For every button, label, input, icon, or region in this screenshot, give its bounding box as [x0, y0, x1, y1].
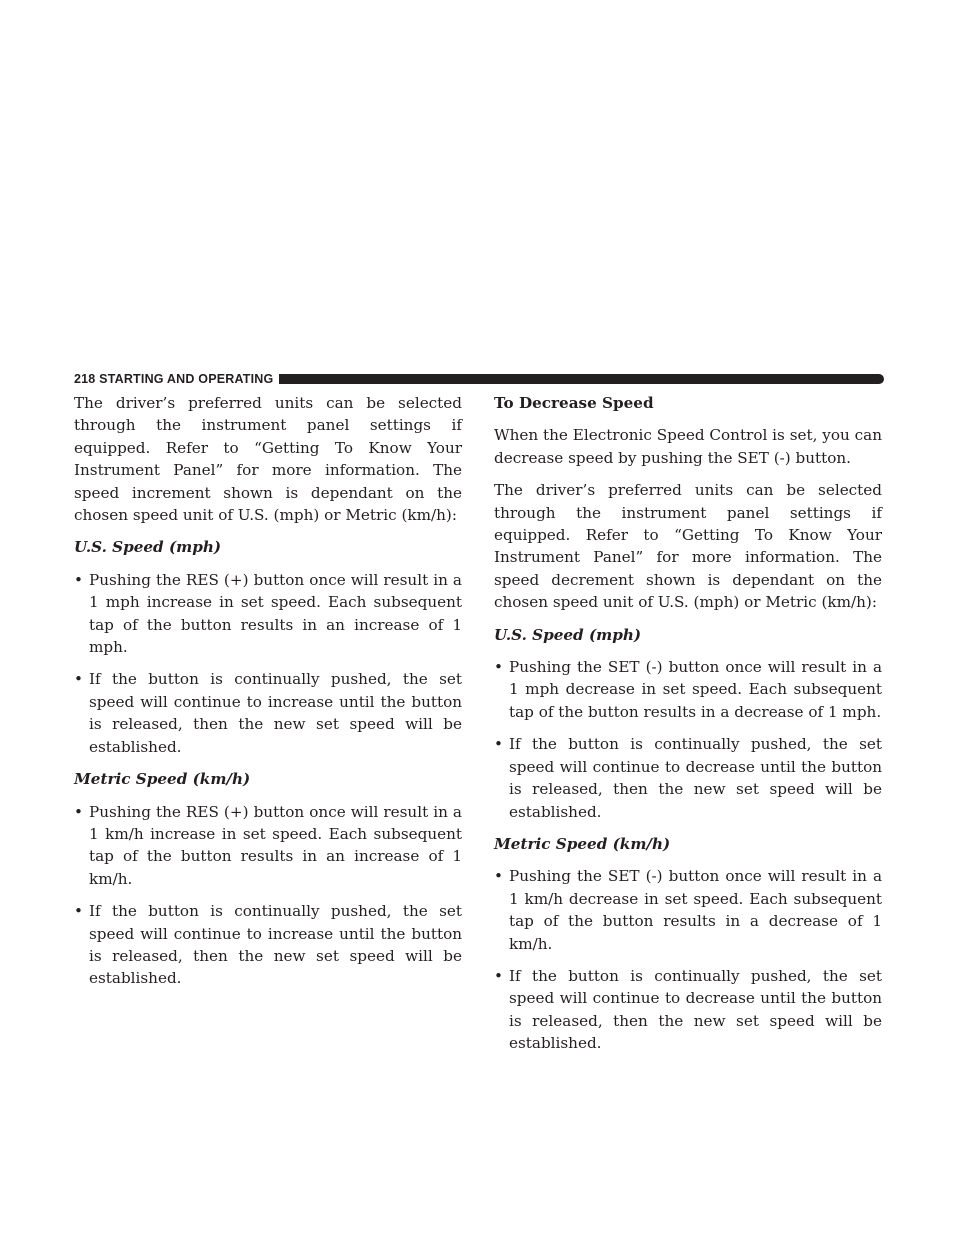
page-number: 218	[74, 372, 96, 386]
list-item: • If the button is continually pushed, the set speed will continue to decrease until the button is released, then the new set speed will be established.	[494, 735, 882, 821]
metric-speed-list	[74, 801, 462, 990]
metric-speed-heading: Metric Speed (km/h)	[74, 770, 251, 789]
bullet-icon: •	[494, 867, 503, 886]
list-item: • If the button is continually pushed, the set speed will continue to increase until the button is released, then the new set speed will be established.	[74, 902, 462, 988]
list-item: • If the button is continually pushed, the set speed will continue to increase until the button is released, then the new set speed will be established.	[74, 670, 462, 756]
page-header-text	[74, 372, 273, 386]
bullet-icon: •	[74, 902, 83, 921]
bullet-icon: •	[74, 570, 83, 589]
list-item: • Pushing the SET (-) button once will result in a 1 km/h decrease in set speed. Each subsequent tap of the button results in a decrease of 1 km/h.	[494, 867, 882, 953]
bullet-icon: •	[494, 658, 503, 677]
us-speed-heading: U.S. Speed (mph)	[74, 538, 222, 557]
decrease-units-paragraph: The driver’s preferred units can be selected through the instrument panel settings if equipped. Refer to “Getting To Know Your Instrument Panel” for more information. The speed decrement shown is dependant on the chosen speed unit of U.S. (mph) or Metric (km/h):	[494, 481, 882, 612]
bullet-icon: •	[494, 966, 503, 985]
bullet-icon: •	[74, 670, 83, 689]
list-item: • Pushing the RES (+) button once will result in a 1 mph increase in set speed. Each subsequent tap of the button results in an increase of 1 mph.	[74, 570, 462, 657]
us-speed-list	[494, 656, 882, 823]
right-column	[494, 392, 882, 1065]
page-header	[74, 372, 884, 386]
decrease-intro-paragraph: When the Electronic Speed Control is set, you can decrease speed by pushing the SET (-) button.	[494, 426, 882, 467]
list-item: • Pushing the RES (+) button once will result in a 1 km/h increase in set speed. Each subsequent tap of the button results in an increase of 1 km/h.	[74, 802, 462, 888]
us-speed-heading: U.S. Speed (mph)	[494, 625, 642, 644]
metric-speed-heading: Metric Speed (km/h)	[494, 834, 671, 853]
header-rule-bar	[279, 374, 884, 384]
bullet-icon: •	[494, 735, 503, 754]
bullet-icon: •	[74, 802, 83, 821]
list-item: • Pushing the SET (-) button once will result in a 1 mph decrease in set speed. Each subsequent tap of the button results in a decrease of 1 mph.	[494, 658, 882, 721]
left-column	[74, 392, 462, 1000]
metric-speed-list	[494, 865, 882, 1054]
section-title: STARTING AND OPERATING	[99, 372, 274, 386]
decrease-speed-heading: To Decrease Speed	[494, 394, 654, 412]
us-speed-list	[74, 569, 462, 758]
intro-paragraph: The driver’s preferred units can be selected through the instrument panel settings if equipped. Refer to “Getting To Know Your Instrument Panel” for more information. The speed increment shown is dependant on the chosen speed unit of U.S. (mph) or Metric (km/h):	[74, 394, 462, 525]
list-item: • If the button is continually pushed, the set speed will continue to decrease until the button is released, then the new set speed will be established.	[494, 966, 882, 1053]
